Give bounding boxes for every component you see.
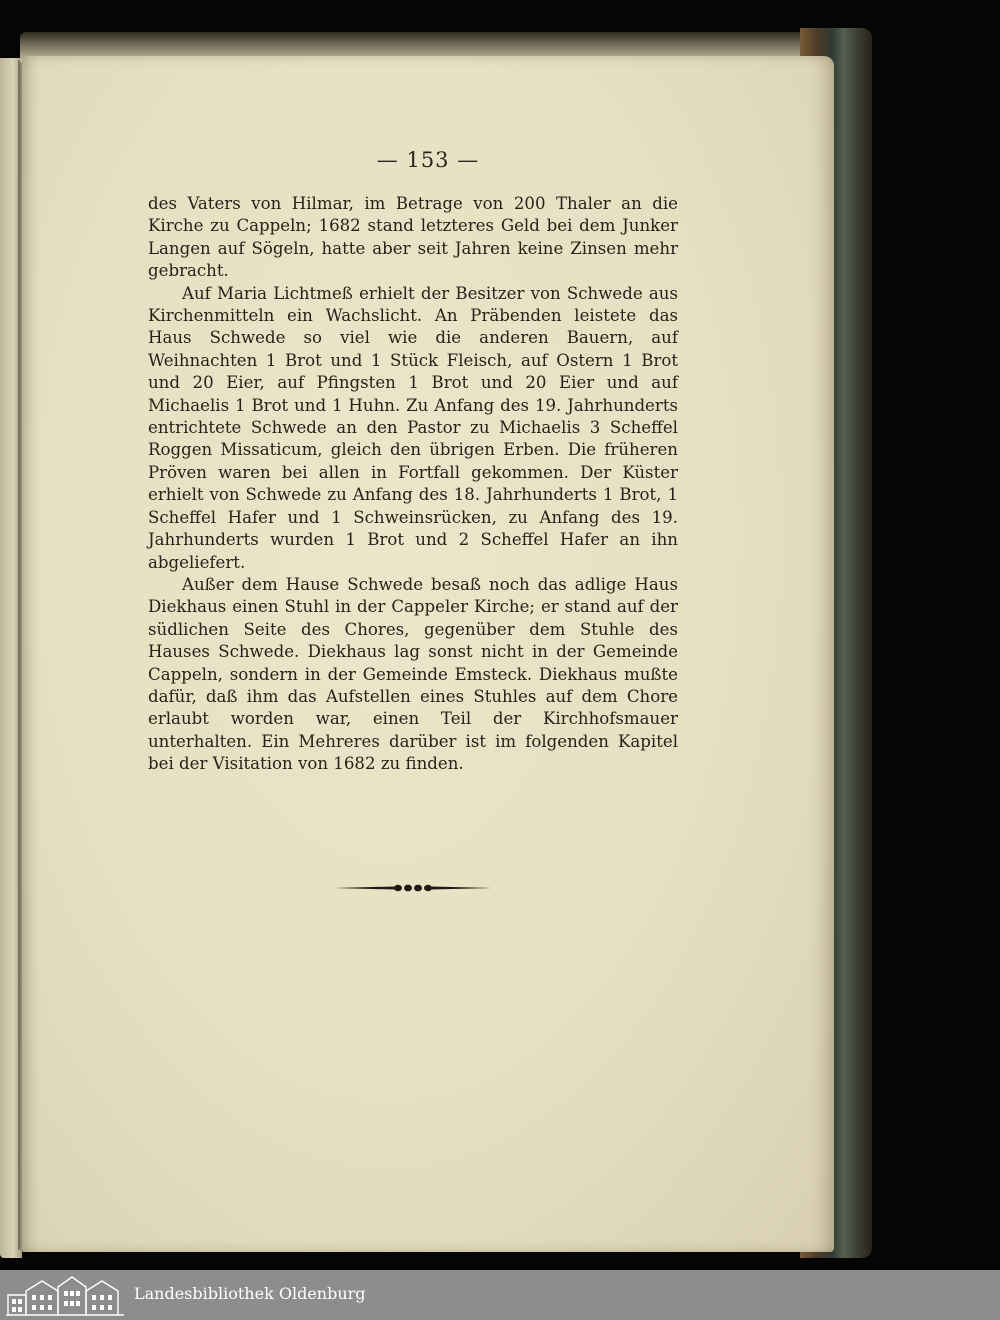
ornament-left-spike (334, 887, 397, 890)
ornament-bead (394, 885, 402, 891)
library-building-logo (6, 1273, 124, 1317)
book-page (22, 56, 834, 1252)
library-footer (0, 1270, 1000, 1320)
paragraph-3: Außer dem Hause Schwede besaß noch das adlige Haus Diekhaus einen Stuhl in der Cappeler Kirche; er stand auf der südlichen Seite des Chores, gegenüber dem Stuhle des Hauses Schwede. Diekhaus lag sonst nicht in der Gemeinde Cappeln, sondern in der Gemeinde Emsteck. Diekhaus mußte dafür, daß ihm das Aufstellen eines Stuhles auf dem Chore erlaubt worden war, einen Teil der Kirchhofsmauer unterhalten. Ein Mehreres darüber ist im folgenden Kapitel bei der Visitation von 1682 zu finden. (148, 574, 678, 774)
end-ornament (334, 880, 492, 896)
ornament-bead (414, 885, 422, 892)
ornament-right-spike (429, 887, 492, 890)
page-number: — 153 — (376, 148, 480, 172)
library-name: Landesbibliothek Oldenburg (134, 1284, 366, 1303)
ornament-bead (424, 885, 432, 891)
ornament-bead (404, 885, 412, 892)
paragraph-1: des Vaters von Hilmar, im Betrage von 200 Thaler an die Kirche zu Cappeln; 1682 stand letzteres Geld bei dem Junker Langen auf Sögeln, hatte aber seit Jahren keine Zinsen mehr gebracht. (148, 194, 678, 281)
paragraph-2: Auf Maria Lichtmeß erhielt der Besitzer von Schwede aus Kirchenmitteln ein Wachslicht. An Präbenden leistete das Haus Schwede so viel wie die anderen Bauern, auf Weihnachten 1 Brot und 1 Stück Fleisch, auf Ostern 1 Brot und 20 Eier, auf Pfingsten 1 Brot und 20 Eier und auf Michaelis 1 Brot und 1 Huhn. Zu Anfang des 19. Jahrhunderts entrichtete Schwede an den Pastor zu Michaelis 3 Scheffel Roggen Missaticum, gleich den übrigen Erben. Die früheren Pröven waren bei allen in Fortfall gekommen. Der Küster erhielt von Schwede zu Anfang des 18. Jahrhunderts 1 Brot, 1 Scheffel Hafer und 1 Schweinsrücken, zu Anfang des 19. Jahrhunderts wurden 1 Brot und 2 Scheffel Hafer an ihn abgeliefert. (148, 283, 678, 572)
page-body-text (148, 193, 678, 776)
